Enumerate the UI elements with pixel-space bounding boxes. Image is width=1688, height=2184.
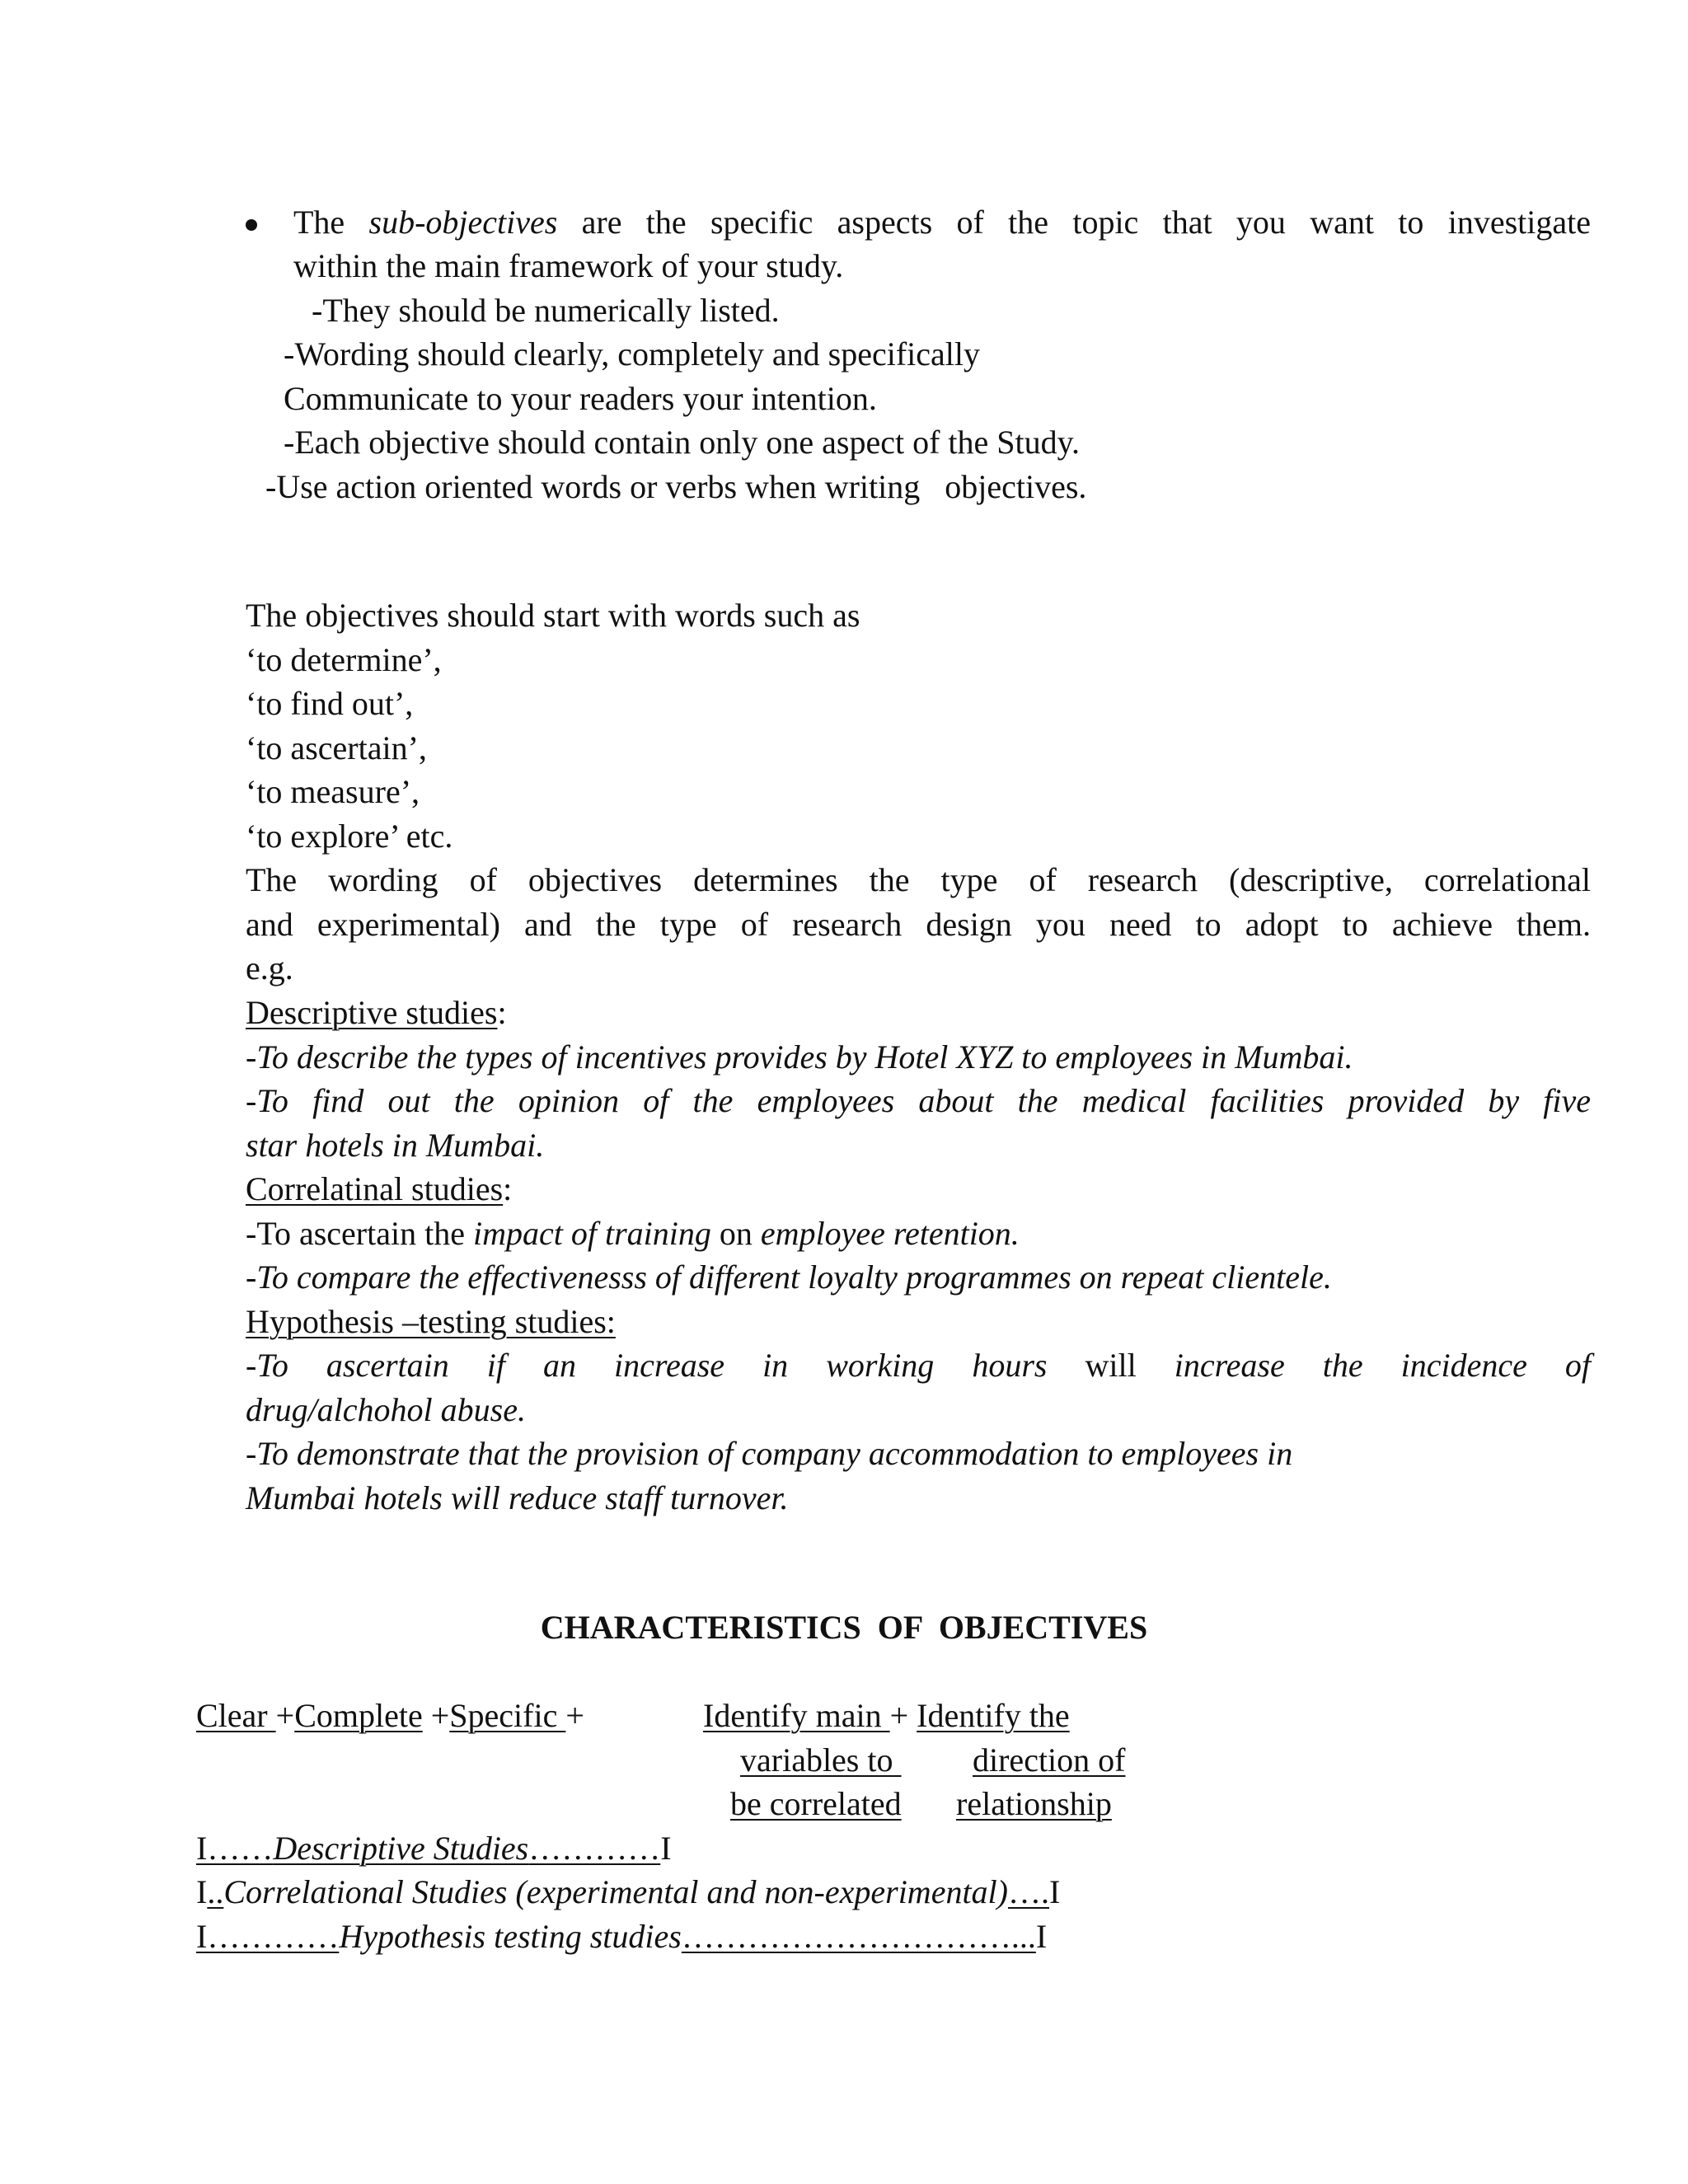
characteristics-relationship: relationship	[956, 1785, 1112, 1822]
hypothesis-example: -To demonstrate that the provision of company accommodation to employees in	[246, 1435, 1293, 1472]
correlational-heading: Correlatinal studies:	[246, 1170, 513, 1207]
descriptive-example: -To describe the types of incentives provides by Hotel XYZ to employees in Mumbai.	[246, 1038, 1353, 1076]
characteristics-variables-to: variables to	[740, 1741, 902, 1779]
start-word-item: ‘to find out’,	[246, 685, 414, 722]
hypothesis-heading: Hypothesis –testing studies:	[246, 1303, 616, 1340]
wording-line1: The wording of objectives determines the type of research (descriptive, correlational	[246, 861, 1591, 898]
characteristics-formula-left: Clear +Complete +Specific +	[196, 1697, 584, 1734]
start-word-item: ‘to explore’ etc.	[246, 818, 453, 855]
descriptive-heading: Descriptive studies:	[246, 994, 507, 1031]
sub-objectives-point: -They should be numerically listed.	[312, 292, 780, 329]
bullet-icon	[246, 219, 257, 231]
characteristics-title: CHARACTERISTICS OF OBJECTIVES	[540, 1609, 1148, 1646]
sub-objectives-point: -Wording should clearly, completely and specifically	[284, 335, 981, 373]
start-word-item: ‘to ascertain’,	[246, 729, 427, 766]
correlational-example: -To compare the effectivenesss of different loyalty programmes on repeat clientele.	[246, 1258, 1332, 1296]
hypothesis-example-cont: drug/alchohol abuse.	[246, 1391, 526, 1428]
sub-objectives-point: -Each objective should contain only one aspect of the Study.	[284, 424, 1081, 461]
characteristics-formula-right: Identify main + Identify the	[703, 1697, 1070, 1734]
characteristics-be-correlated: be correlated	[730, 1785, 902, 1822]
correlational-example: -To ascertain the impact of training on employee retention.	[246, 1215, 1020, 1252]
start-words-intro: The objectives should start with words such as	[246, 597, 860, 634]
start-word-item: ‘to measure’,	[246, 773, 420, 810]
sub-objectives-line1: The sub-objectives are the specific aspects of the topic that you want to investigate	[293, 204, 1592, 241]
hypothesis-example-cont: Mumbai hotels will reduce staff turnover.	[246, 1479, 789, 1516]
start-word-item: ‘to determine’,	[246, 641, 442, 678]
sub-objectives-point: -Use action oriented words or verbs when writing objectives.	[265, 468, 1087, 505]
wording-eg: e.g.	[246, 949, 293, 987]
sub-objectives-point: Communicate to your readers your intention.	[284, 380, 877, 417]
descriptive-example: -To find out the opinion of the employees about the medical facilities provided by five	[246, 1082, 1591, 1119]
characteristics-row-descriptive: I……Descriptive Studies…………I	[196, 1830, 672, 1867]
characteristics-direction-of: direction of	[973, 1741, 1126, 1779]
characteristics-row-correlational: I..Correlational Studies (experimental and non-experimental)….I	[196, 1873, 1061, 1910]
sub-objectives-line2: within the main framework of your study.	[293, 247, 844, 284]
wording-line2: and experimental) and the type of research design you need to adopt to achieve them.	[246, 906, 1591, 943]
descriptive-example-cont: star hotels in Mumbai.	[246, 1127, 545, 1164]
hypothesis-example: -To ascertain if an increase in working hours will increase the incidence of	[246, 1347, 1591, 1384]
characteristics-row-hypothesis: I…………Hypothesis testing studies…………………………...I	[196, 1918, 1048, 1955]
